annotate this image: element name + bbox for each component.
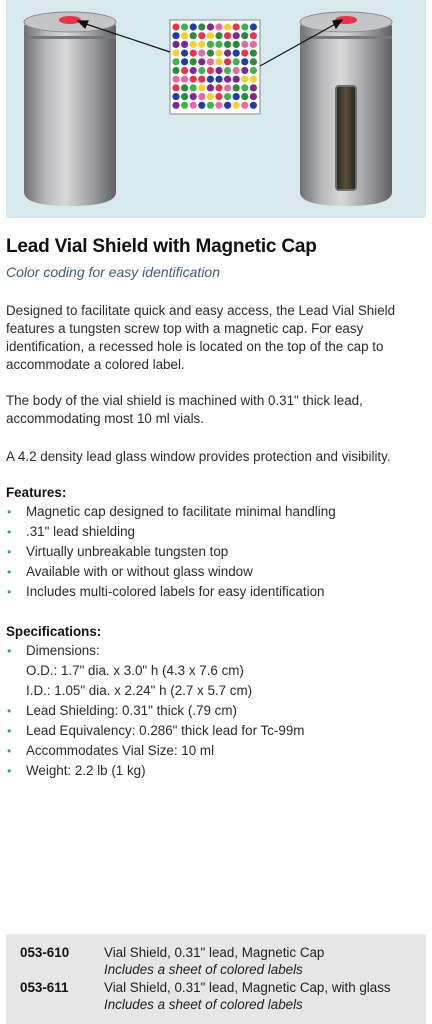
label-dot (224, 93, 231, 100)
label-dot (190, 58, 197, 65)
label-dot (207, 102, 214, 109)
label-dot (181, 93, 188, 100)
label-dot (233, 84, 240, 91)
product-photo (6, 0, 426, 218)
label-dot (190, 67, 197, 74)
label-dot (215, 50, 222, 57)
list-item: • Lead Shielding: 0.31" thick (.79 cm) (6, 701, 424, 721)
description-paragraph: The body of the vial shield is machined with 0.31" thick lead, accommodating most 10 ml vials. (6, 393, 363, 426)
label-dot (233, 76, 240, 83)
label-dot (181, 41, 188, 48)
label-dot (190, 50, 197, 57)
label-dot (207, 76, 214, 83)
label-dot (190, 41, 197, 48)
label-dot (241, 50, 248, 57)
label-dot (233, 102, 240, 109)
dimensions-label: • Dimensions: (26, 643, 100, 658)
label-dot (233, 32, 240, 39)
label-dot (241, 76, 248, 83)
specifications-list (6, 641, 424, 781)
vial-shield-left (24, 12, 116, 206)
label-dot (241, 102, 248, 109)
label-dot (172, 93, 179, 100)
label-dot (215, 93, 222, 100)
label-dot (181, 67, 188, 74)
label-dot (250, 23, 257, 30)
ordering-table (6, 934, 426, 1024)
label-dot (250, 50, 257, 57)
label-dot (241, 67, 248, 74)
label-dot (224, 58, 231, 65)
label-dot (172, 23, 179, 30)
label-dot (207, 50, 214, 57)
label-dot (172, 32, 179, 39)
vial-shields-illustration (6, 0, 426, 218)
list-item: • Available with or without glass window (6, 562, 424, 582)
label-dot (215, 41, 222, 48)
list-item: • .31" lead shielding (6, 522, 424, 542)
label-dot (207, 84, 214, 91)
label-dot (207, 41, 214, 48)
label-dot (190, 32, 197, 39)
part-description (104, 944, 424, 978)
list-item: • Weight: 2.2 lb (1 kg) (6, 761, 424, 781)
label-dot (198, 58, 205, 65)
label-dot (181, 50, 188, 57)
description-paragraph: Designed to facilitate quick and easy access, the Lead Vial Shield features a tungsten screw top with a magnetic cap. For easy identification, a recessed hole is located on the top of the cap to accommodate a colored label. (6, 303, 396, 372)
label-dot (241, 32, 248, 39)
label-dot (215, 76, 222, 83)
part-number: 053-611 (20, 980, 69, 995)
label-dot (207, 93, 214, 100)
page-title: Lead Vial Shield with Magnetic Cap (6, 236, 317, 257)
label-dot (207, 32, 214, 39)
part-description-text: Vial Shield, 0.31" lead, Magnetic Cap, with glass (104, 980, 391, 995)
label-dot (172, 84, 179, 91)
list-item: • Magnetic cap designed to facilitate minimal handling (6, 502, 424, 522)
inner-dimension: I.D.: 1.05" dia. x 2.24" h (2.7 x 5.7 cm) (26, 683, 253, 698)
label-dot (250, 84, 257, 91)
label-dot (215, 58, 222, 65)
label-dot (250, 102, 257, 109)
label-dot (250, 32, 257, 39)
label-dot (190, 76, 197, 83)
label-dot (190, 93, 197, 100)
label-dot (198, 32, 205, 39)
label-dot (215, 84, 222, 91)
label-dot (241, 58, 248, 65)
list-item: • Lead Equivalency: 0.286" thick lead for Tc-99m (6, 721, 424, 741)
label-dot (198, 84, 205, 91)
label-dot (198, 23, 205, 30)
label-dot (181, 76, 188, 83)
label-dot (207, 67, 214, 74)
label-dot (181, 102, 188, 109)
label-dot (198, 102, 205, 109)
label-dot (224, 84, 231, 91)
description-paragraph: A 4.2 density lead glass window provides protection and visibility. (6, 449, 391, 464)
label-dot (250, 58, 257, 65)
label-dot (198, 41, 205, 48)
label-dot (198, 50, 205, 57)
part-note: Includes a sheet of colored labels (104, 962, 303, 977)
label-dot (198, 67, 205, 74)
label-dot (233, 58, 240, 65)
label-dot (224, 32, 231, 39)
label-dot (224, 23, 231, 30)
label-dot (181, 32, 188, 39)
label-dot (181, 84, 188, 91)
list-item: • Virtually unbreakable tungsten top (6, 542, 424, 562)
label-dot (198, 93, 205, 100)
label-dot (241, 41, 248, 48)
label-dot (233, 41, 240, 48)
part-number: 053-610 (20, 945, 70, 960)
features-heading: Features: (6, 485, 67, 500)
label-dot (190, 102, 197, 109)
label-dot (172, 76, 179, 83)
page-subtitle: Color coding for easy identification (6, 264, 221, 280)
label-dot (224, 41, 231, 48)
label-dot (215, 67, 222, 74)
label-dot (198, 76, 205, 83)
label-dot (250, 67, 257, 74)
label-dot (207, 23, 214, 30)
label-dot (241, 23, 248, 30)
label-dot (181, 23, 188, 30)
part-description (104, 979, 424, 1013)
part-note: Includes a sheet of colored labels (104, 997, 303, 1012)
list-item: • Includes multi-colored labels for easy identification (6, 582, 424, 602)
label-dot (241, 84, 248, 91)
label-dot (233, 50, 240, 57)
label-dot (190, 84, 197, 91)
label-dot (172, 67, 179, 74)
label-dot (241, 93, 248, 100)
specifications-heading: Specifications: (6, 624, 102, 639)
label-dot (250, 41, 257, 48)
label-dot (233, 23, 240, 30)
label-dot (233, 93, 240, 100)
list-item (6, 641, 424, 701)
label-dot (215, 32, 222, 39)
label-dot (224, 76, 231, 83)
label-dot (250, 93, 257, 100)
label-dot (250, 76, 257, 83)
label-dot (233, 67, 240, 74)
label-dot (224, 50, 231, 57)
colored-label-sheet (170, 20, 260, 114)
label-dot (181, 58, 188, 65)
label-dot (190, 23, 197, 30)
part-description-text: Vial Shield, 0.31" lead, Magnetic Cap (104, 945, 325, 960)
label-dot (215, 23, 222, 30)
label-dot (172, 41, 179, 48)
label-dot (207, 58, 214, 65)
label-dot (172, 102, 179, 109)
label-dot (224, 67, 231, 74)
list-item: • Accommodates Vial Size: 10 ml (6, 741, 424, 761)
label-dot (215, 102, 222, 109)
label-dot (172, 50, 179, 57)
outer-dimension: O.D.: 1.7" dia. x 3.0" h (4.3 x 7.6 cm) (26, 663, 244, 678)
label-dot (224, 102, 231, 109)
label-dot (172, 58, 179, 65)
vial-shield-right (300, 12, 392, 206)
features-list (6, 502, 424, 602)
